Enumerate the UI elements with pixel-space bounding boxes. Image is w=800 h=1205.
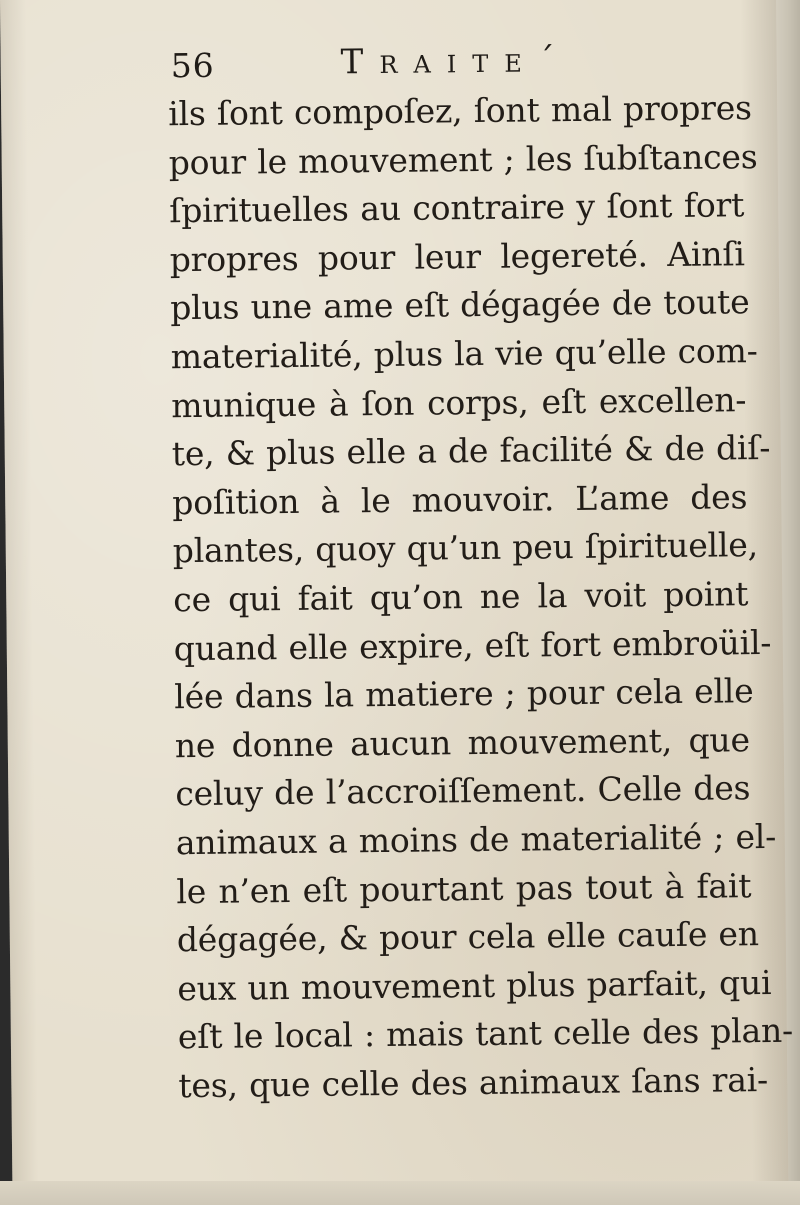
- running-head: Traite´: [340, 40, 571, 83]
- text-line: ils ſont compoſez, ſont mal propres: [167, 88, 752, 134]
- text-line: pour le mouvement ; les ſubſtances: [168, 136, 758, 182]
- text-line: lée dans la matiere ; pour cela elle: [174, 671, 754, 717]
- text-line: eſt le local : mais tant celle des plan-: [177, 1011, 794, 1057]
- text-line: animaux a moins de materialité ; el-: [175, 816, 777, 863]
- text-line: ſpirituelles au contraire y ſont fort: [169, 185, 745, 231]
- text-line: plantes, quoy qu’un peu ſpirituelle,: [172, 525, 759, 571]
- text-line: plus une ame eſt dégagée de toute: [170, 282, 750, 328]
- text-line: quand elle expire, eſt fort embroüil-: [173, 622, 772, 668]
- page-number: 56: [170, 45, 215, 86]
- text-line: propres pour leur legereté. Ainſi: [169, 233, 745, 280]
- text-line: dégagée, & pour cela elle cauſe en: [176, 914, 760, 960]
- text-line: materialité, plus la vie qu’elle com-: [170, 331, 758, 377]
- text-line: celuy de l’accroiſſement. Celle des: [175, 768, 751, 814]
- text-line: ne donne aucun mouvement, que: [174, 719, 750, 765]
- text-line: le n’en eſt pourtant pas tout à fait: [176, 865, 752, 911]
- page-body-text: [167, 84, 794, 1110]
- text-line: ce qui fait qu’on ne la voit point: [173, 574, 749, 620]
- text-line: te, & plus elle a de facilité & de diſ-: [171, 428, 771, 474]
- text-line: munique à ſon corps, eſt excellen-: [171, 379, 747, 425]
- text-line: eux un mouvement plus parfait, qui: [177, 962, 772, 1008]
- text-line: tes, que celle des animaux ſans rai-: [178, 1059, 769, 1106]
- page-bottom-edge: [0, 1181, 800, 1205]
- text-line: poſition à le mouvoir. L’ame des: [172, 476, 748, 522]
